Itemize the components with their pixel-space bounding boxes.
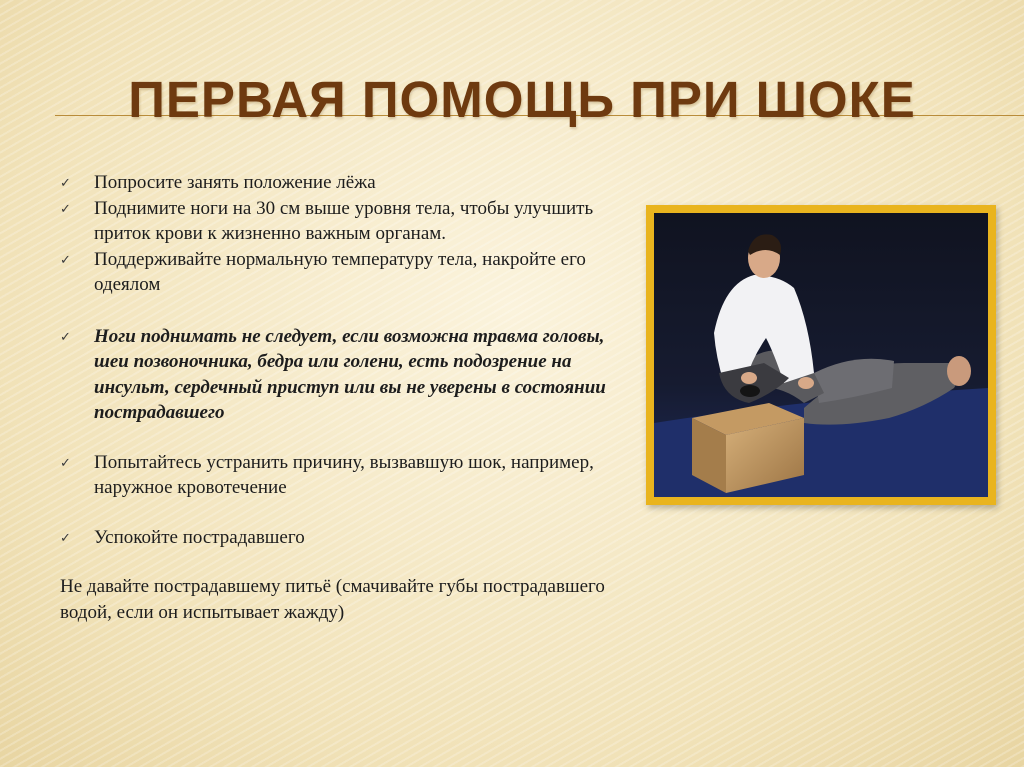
bullet-text: Попытайтесь устранить причину, вызвавшую шок, например, наружное кровотечение [94,451,594,498]
bullet-text: Ноги поднимать не следует, если возможна травма головы, шеи позвоночника, бедра или голени, есть подозрение на инсульт, сердечный приступ или вы не уверены в состоянии пострадавшего [94,325,606,423]
first-aid-photo [646,205,996,505]
bullet-item [58,196,643,247]
slide-title: ПЕРВАЯ ПОМОЩЬ ПРИ ШОКЕ [128,71,916,128]
bullet-item [58,450,643,501]
checkmark-icon: ✓ [60,251,71,267]
checkmark-icon: ✓ [60,200,71,216]
bullet-item [58,525,643,551]
checkmark-icon: ✓ [60,529,71,545]
bullet-text: Попросите занять положение лёжа [94,172,376,193]
first-aid-shock-position-photo [654,213,988,497]
bullet-text: Поднимите ноги на 30 см выше уровня тела, чтобы улучшить приток крови к жизненно важным органам. [94,197,594,244]
checkmark-icon: ✓ [60,328,71,344]
bullet-text: Поддерживайте нормальную температуру тела, накройте его одеялом [94,248,586,295]
bullet-item [58,170,643,196]
checkmark-icon: ✓ [60,454,71,470]
slide-content [58,170,643,625]
checkmark-icon: ✓ [60,175,71,190]
bullet-text: Успокойте пострадавшего [94,526,305,548]
bullet-item [58,247,643,298]
bullet-item-warning [58,324,643,426]
note-text: Не давайте пострадавшему питьё (смачивайте губы пострадавшего водой, если он испытывает жажду) [60,576,605,623]
